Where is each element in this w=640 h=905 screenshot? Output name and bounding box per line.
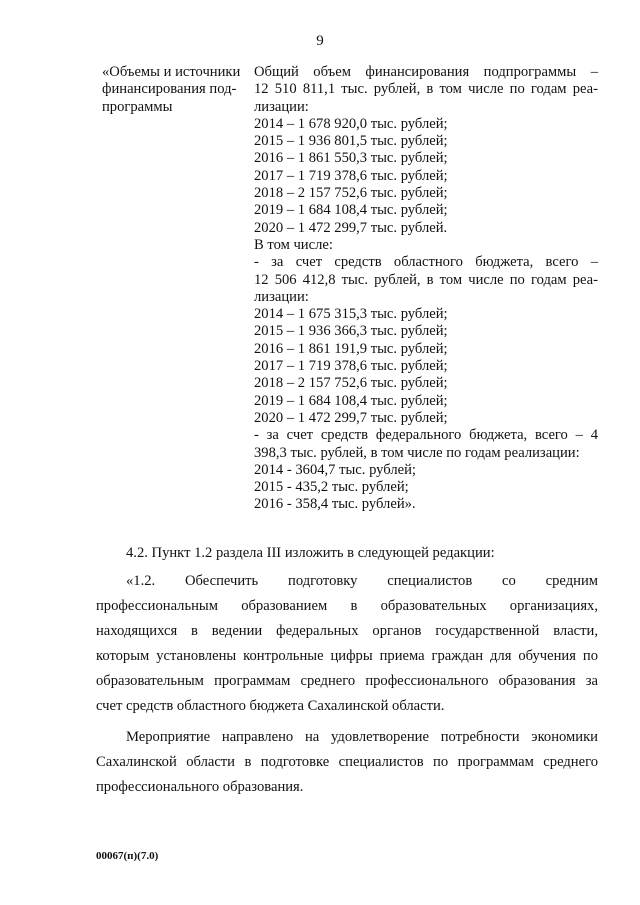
right-line: 2016 - 358,4 тыс. рублей». (254, 496, 416, 513)
right-line: - за счет средств федерального бюджета, всего – 4 (254, 427, 598, 444)
right-line: 2018 – 2 157 752,6 тыс. рублей; (254, 375, 448, 392)
right-line: 2015 – 1 936 801,5 тыс. рублей; (254, 133, 448, 150)
right-line: 2016 – 1 861 191,9 тыс. рублей; (254, 340, 448, 357)
right-line: 2017 – 1 719 378,6 тыс. рублей; (254, 167, 448, 184)
left-line: «Объемы и источники (102, 64, 241, 80)
paragraph-line: находящихся в ведении федеральных органов государственной власти, (96, 623, 598, 639)
paragraph-line: Сахалинской области в подготовке специалистов по программам среднего (96, 754, 598, 770)
paragraph-line: Мероприятие направлено на удовлетворение потребности экономики (126, 729, 598, 745)
left-line: программы (102, 98, 173, 115)
paragraph-2 (96, 725, 598, 800)
paragraph-1 (96, 569, 598, 719)
right-line: 2017 – 1 719 378,6 тыс. рублей; (254, 358, 448, 375)
right-line: 12 506 412,8 тыс. рублей, в том числе по годам реа- (254, 271, 598, 288)
right-line: 2020 – 1 472 299,7 тыс. рублей. (254, 219, 448, 236)
section-heading: 4.2. Пункт 1.2 раздела III изложить в следующей редакции: (126, 545, 495, 561)
right-line: - за счет средств областного бюджета, всего – (254, 254, 598, 271)
right-line: 2014 – 1 678 920,0 тыс. рублей; (254, 115, 448, 132)
right-line: лизации: (254, 288, 309, 305)
right-line: 2015 – 1 936 366,3 тыс. рублей; (254, 323, 448, 340)
table-right-cell (254, 64, 598, 514)
right-line: В том числе: (254, 236, 333, 253)
right-line: 2015 - 435,2 тыс. рублей; (254, 479, 409, 496)
right-line: лизации: (254, 98, 309, 115)
right-line: 2014 - 3604,7 тыс. рублей; (254, 461, 416, 478)
right-line: 2019 – 1 684 108,4 тыс. рублей; (254, 202, 448, 219)
right-line: 2018 – 2 157 752,6 тыс. рублей; (254, 185, 448, 202)
right-line: 398,3 тыс. рублей, в том числе по годам реализации: (254, 444, 580, 461)
right-line: Общий объем финансирования подпрограммы – (254, 64, 598, 80)
right-line: 12 510 811,1 тыс. рублей, в том числе по годам реа- (254, 81, 598, 98)
paragraph-line: профессионального образования. (96, 779, 304, 795)
paragraph-line: счет средств областного бюджета Сахалинской области. (96, 698, 445, 714)
page-number: 9 (316, 33, 324, 49)
right-line: 2016 – 1 861 550,3 тыс. рублей; (254, 150, 448, 167)
footer-code: 00067(п)(7.0) (96, 850, 159, 862)
paragraph-line: «1.2. Обеспечить подготовку специалистов со средним (126, 573, 598, 589)
right-line: 2020 – 1 472 299,7 тыс. рублей; (254, 409, 448, 426)
left-line: финансирования под- (102, 81, 237, 98)
right-line: 2014 – 1 675 315,3 тыс. рублей; (254, 306, 448, 323)
table-left-cell (102, 64, 252, 116)
paragraph-line: образовательным программам среднего профессионального образования за (96, 673, 598, 689)
right-line: 2019 – 1 684 108,4 тыс. рублей; (254, 392, 448, 409)
paragraph-line: профессиональным образованием в образовательных организациях, (96, 598, 598, 614)
paragraph-line: которым установлены контрольные цифры приема граждан для обучения по (96, 648, 598, 664)
